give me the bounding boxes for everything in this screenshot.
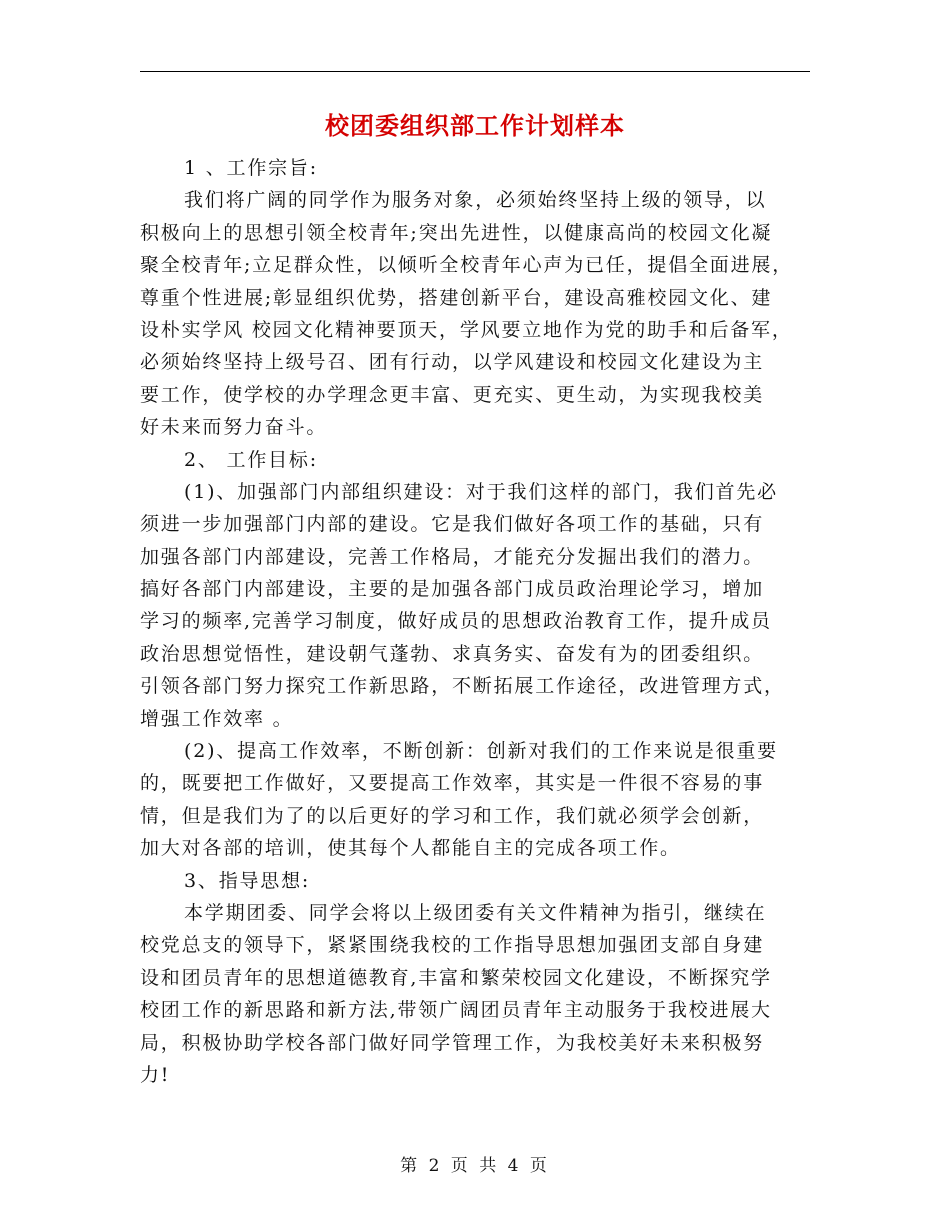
text-line: 加大对各部的培训，使其每个人都能自主的完成各项工作。 <box>140 837 681 860</box>
text-line: (2)、提高工作效率，不断创新：创新对我们的工作来说是很重要 <box>184 740 778 763</box>
text-line: 加强各部门内部建设，完善工作格局，才能充分发掘出我们的潜力。 <box>140 545 765 568</box>
text-line: 聚全校青年;立足群众性，以倾听全校青年心声为已任，提倡全面进展， <box>140 254 794 277</box>
text-line: 校团工作的新思路和新方法,带领广阔团员青年主动服务于我校进展大 <box>140 999 772 1022</box>
text-line: 要工作，使学校的办学理念更丰富、更充实、更生动，为实现我校美 <box>140 383 765 406</box>
text-line: 1 、工作宗旨: <box>184 157 318 179</box>
text-line: 校党总支的领导下，紧紧围绕我校的工作指导思想加强团支部自身建 <box>140 934 765 957</box>
text-line: 搞好各部门内部建设，主要的是加强各部门成员政治理论学习，增加 <box>140 578 765 601</box>
text-line: 的，既要把工作做好，又要提高工作效率，其实是一件很不容易的事 <box>140 772 765 795</box>
text-line: 本学期团委、同学会将以上级团委有关文件精神为指引，继续在 <box>184 901 767 924</box>
document-body <box>140 152 816 1091</box>
text-line: 设朴实学风 校园文化精神要顶天，学风要立地作为党的助手和后备军， <box>140 318 793 341</box>
text-line: 局，积极协助学校各部门做好同学管理工作，为我校美好未来积极努 <box>140 1031 765 1054</box>
page-number: 第 2 页 共 4 页 <box>400 1156 550 1176</box>
text-line: 引领各部门努力探究工作新思路，不断拓展工作途径，改进管理方式， <box>140 675 785 698</box>
text-line: 设和团员青年的思想道德教育,丰富和繁荣校园文化建设，不断探究学 <box>140 966 772 989</box>
text-line: (1)、加强部门内部组织建设：对于我们这样的部门，我们首先必 <box>184 480 778 503</box>
text-line: 政治思想觉悟性，建设朝气蓬勃、求真务实、奋发有为的团委组织。 <box>140 642 765 665</box>
text-line: 增强工作效率 。 <box>140 707 294 730</box>
text-line: 2、 工作目标: <box>184 448 318 471</box>
text-line: 须进一步加强部门内部的建设。它是我们做好各项工作的基础，只有 <box>140 513 765 536</box>
header-rule <box>140 71 810 72</box>
text-line: 3、指导思想: <box>184 869 311 892</box>
text-line: 积极向上的思想引领全校青年;突出先进性，以健康高尚的校园文化凝 <box>140 221 773 244</box>
text-line: 尊重个性进展;彰显组织优势，搭建创新平台，建设高雅校园文化、建 <box>140 286 773 309</box>
document-title: 校团委组织部工作计划样本 <box>325 111 625 140</box>
text-line: 必须始终坚持上级号召、团有行动，以学风建设和校园文化建设为主 <box>140 351 765 374</box>
text-line: 力! <box>140 1063 171 1086</box>
text-line: 学习的频率,完善学习制度，做好成员的思想政治教育工作，提升成员 <box>140 610 772 633</box>
text-line: 我们将广阔的同学作为服务对象，必须始终坚持上级的领导，以 <box>184 189 767 212</box>
text-line: 好未来而努力奋斗。 <box>140 416 328 439</box>
text-line: 情，但是我们为了的以后更好的学习和工作，我们就必须学会创新， <box>140 804 765 827</box>
